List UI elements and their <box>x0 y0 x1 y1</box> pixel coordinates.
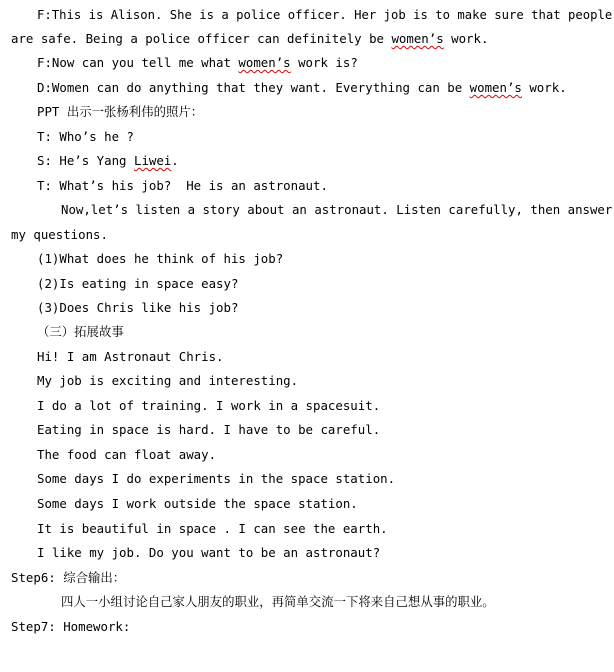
text: I like my job. Do you want to be an astronaut? <box>37 545 381 560</box>
text: are safe. Being a police officer can definitely be <box>11 31 392 46</box>
text: my questions. <box>11 227 108 242</box>
text: Some days I do experiments in the space station. <box>37 471 396 486</box>
spellcheck-word: women’s <box>238 55 291 70</box>
text: Eating in space is hard. I have to be careful. <box>37 422 381 437</box>
spellcheck-word: Liwei <box>133 153 172 168</box>
text: PPT 出示一张杨利伟的照片： <box>37 104 204 119</box>
text: work. <box>443 31 489 46</box>
line-19 <box>37 447 216 463</box>
text: Step7: Homework: <box>11 619 131 634</box>
text: 四人一小组讨论自己家人朋友的职业，再简单交流一下将来自己想从事的职业。 <box>61 594 495 609</box>
line-18 <box>37 422 380 438</box>
text: work. <box>521 80 567 95</box>
text: (3)Does Chris like his job? <box>37 300 239 315</box>
line-1 <box>37 7 613 23</box>
spellcheck-word: women’s <box>469 80 522 95</box>
text: T: Who’s he ? <box>37 129 134 144</box>
line-21 <box>37 496 358 512</box>
line-22 <box>37 521 388 537</box>
text: F:Now can you tell me what <box>37 55 239 70</box>
line-11 <box>37 251 283 267</box>
text: F:This is Alison. She is a police officer. Her job is to make sure that people <box>37 8 613 22</box>
text: I do a lot of training. I work in a spacesuit. <box>37 398 381 413</box>
text: T: What’s his job? He is an astronaut. <box>37 178 328 193</box>
line-12 <box>37 276 238 292</box>
line-25 <box>61 594 495 610</box>
text: （三）拓展故事 <box>37 324 124 339</box>
line-8 <box>37 178 328 194</box>
line-23 <box>37 545 380 561</box>
text: Step6: 综合输出： <box>11 570 126 585</box>
text: The food can float away. <box>37 447 217 462</box>
line-15 <box>37 349 224 365</box>
text: (1)What does he think of his job? <box>37 251 284 266</box>
line-5 <box>37 104 203 120</box>
line-16 <box>37 373 298 389</box>
spellcheck-word: women’s <box>391 31 444 46</box>
line-2 <box>11 31 488 47</box>
line-6 <box>37 129 134 145</box>
line-24 <box>11 570 125 586</box>
line-9 <box>61 202 612 218</box>
line-4 <box>37 80 567 96</box>
line-17 <box>37 398 380 414</box>
text: Some days I work outside the space station. <box>37 496 358 511</box>
text: S: He’s Yang <box>37 153 134 168</box>
line-26 <box>11 619 130 635</box>
text: It is beautiful in space . I can see the earth. <box>37 521 388 536</box>
line-14 <box>37 324 124 340</box>
text: My job is exciting and interesting. <box>37 373 299 388</box>
line-10 <box>11 227 108 243</box>
line-7 <box>37 153 179 169</box>
line-20 <box>37 471 395 487</box>
text: Hi! I am Astronaut Chris. <box>37 349 224 364</box>
text: Now,let’s listen a story about an astronaut. Listen carefully, then answer <box>61 203 613 217</box>
text: (2)Is eating in space easy? <box>37 276 239 291</box>
text: . <box>171 153 179 168</box>
text: D:Women can do anything that they want. Everything can be <box>37 80 470 95</box>
line-3 <box>37 55 358 71</box>
text: work is? <box>290 55 358 70</box>
line-13 <box>37 300 238 316</box>
